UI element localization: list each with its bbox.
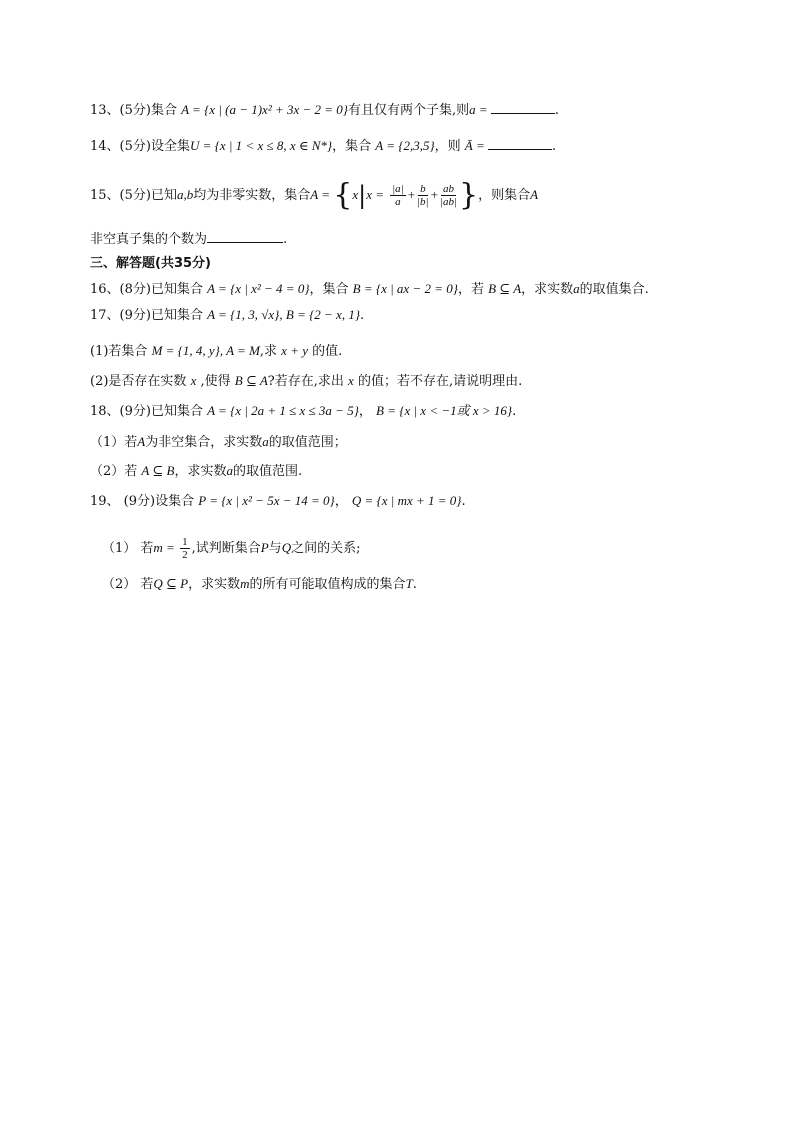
- q16-set-b: B = {x | ax − 2 = 0}: [352, 281, 458, 296]
- q17-p1-set-m: M = {1, 4, y}, A = M: [151, 343, 260, 358]
- q19-p2-end: .: [412, 577, 417, 592]
- q18-p2-text: ，求实数: [174, 464, 227, 479]
- q19-p1-prefix: （1） 若: [102, 541, 154, 556]
- q15-frac1-den: a: [395, 196, 401, 208]
- q15-prefix: 15、(5分)已知: [90, 188, 177, 203]
- q13-answer-label: a =: [469, 102, 491, 117]
- q13-set: A = {x | (a − 1)x² + 3x − 2 = 0}: [181, 102, 348, 117]
- q15-frac-2: [417, 183, 429, 208]
- question-18-part-2: [90, 462, 302, 481]
- q17-p1-expr: x + y: [281, 343, 308, 358]
- q19-p2-prefix: （2） 若: [102, 577, 154, 592]
- q16-mid: ，集合: [309, 282, 353, 297]
- q19-mid: ，: [334, 494, 352, 509]
- q18-end: .: [512, 404, 517, 419]
- q15-text2: ，则集合: [478, 188, 531, 203]
- q19-p1-set-p: P: [260, 540, 269, 555]
- q15-plus-1: +: [407, 187, 416, 202]
- q18-p1-a: a: [262, 434, 269, 449]
- q19-end: .: [461, 494, 466, 509]
- q18-p1-a-set: A: [137, 434, 146, 449]
- q15-bar: |: [358, 181, 367, 210]
- q17-p2-cond: B ⊆ A: [234, 373, 268, 388]
- question-17: [90, 306, 364, 325]
- q17-p2-mid: ,使得: [196, 374, 235, 389]
- question-18: [90, 402, 516, 421]
- q17-p2-mid2: ?若存在,求出: [267, 374, 349, 389]
- q14-set-a: A = {2,3,5}: [375, 138, 435, 153]
- q15-set-label: A =: [310, 187, 334, 202]
- q13-answer-blank[interactable]: [491, 101, 555, 114]
- q15-frac3-num: ab: [442, 183, 454, 195]
- q18-set-a: A = {x | 2a + 1 ≤ x ≤ 3a − 5}: [207, 403, 359, 418]
- q17-p1-mid: ,求: [259, 344, 282, 359]
- q19-p1-num: 1: [182, 536, 188, 548]
- q17-p2-tail: 的值；若不存在,请说明理由.: [353, 374, 523, 389]
- q15-frac2-num: b: [420, 183, 426, 195]
- question-15-line2: [90, 230, 287, 249]
- q17-end: .: [360, 308, 365, 323]
- q18-p2-cond: A ⊆ B: [141, 463, 175, 478]
- q17-p2-prefix: (2)是否存在实数: [90, 374, 191, 389]
- q16-if: ，若: [457, 282, 489, 297]
- q19-p2-cond: Q ⊆ P: [153, 576, 189, 591]
- question-19-part-2: [102, 575, 417, 594]
- question-13: [90, 101, 559, 120]
- q15-text1: 均为非零实数，集合: [193, 188, 311, 203]
- q19-p1-m: m =: [153, 540, 179, 555]
- q18-p1-text: 为非空集合，求实数: [145, 435, 263, 450]
- q14-then: ，则: [434, 139, 465, 154]
- q19-p1-set-q: Q: [281, 540, 292, 555]
- q18-p2-a: a: [226, 463, 233, 478]
- q16-condition: B ⊆ A: [488, 281, 522, 296]
- q17-prefix: 17、(9分)已知集合: [90, 308, 208, 323]
- q13-text: 有且仅有两个子集,则: [348, 103, 470, 118]
- q17-sets: A = {1, 3, √x}, B = {2 − x, 1}: [207, 307, 361, 322]
- q16-a: a: [573, 281, 580, 296]
- q19-p2-m: m: [240, 576, 250, 591]
- q15-set-a2: A: [530, 187, 539, 202]
- q17-p2-x: x: [190, 373, 197, 388]
- q15-frac1-num: |a|: [392, 183, 404, 195]
- q14-answer-blank[interactable]: [488, 137, 552, 150]
- q15-frac-1: [390, 183, 406, 208]
- question-17-part-2: [90, 372, 522, 391]
- q19-set-p: P = {x | x² − 5x − 14 = 0}: [198, 493, 335, 508]
- q18-prefix: 18、(9分)已知集合: [90, 404, 208, 419]
- q15-line2-text: 非空真子集的个数为: [90, 232, 208, 247]
- q19-p2-text2: 的所有可能取值构成的集合: [249, 577, 406, 592]
- question-18-part-1: [90, 433, 347, 452]
- q18-mid: ，: [358, 404, 377, 419]
- q17-p1-prefix: (1)若集合: [90, 344, 152, 359]
- q16-set-a: A = {x | x² − 4 = 0}: [207, 281, 310, 296]
- question-17-part-1: [90, 342, 342, 361]
- q15-left-brace: {: [333, 177, 353, 213]
- question-14: [90, 137, 556, 156]
- q15-end: .: [283, 232, 288, 247]
- q18-p1-prefix: （1）若: [90, 435, 138, 450]
- q15-frac-3: [440, 183, 457, 208]
- question-15: [90, 178, 538, 213]
- q17-p2-x2: x: [348, 373, 354, 388]
- q14-mid: ，集合: [332, 139, 376, 154]
- q14-prefix: 14、(5分)设全集: [90, 139, 190, 154]
- question-19-part-1: [102, 533, 360, 564]
- question-19: [90, 492, 466, 511]
- q15-frac3-den: |ab|: [439, 196, 457, 208]
- q17-p1-tail: 的值.: [307, 344, 343, 359]
- q14-end: .: [552, 139, 557, 154]
- q18-p2-prefix: （2）若: [90, 464, 142, 479]
- q15-ab: a,b: [176, 187, 194, 202]
- q15-frac2-den: |b|: [417, 196, 429, 208]
- q18-set-b: B = {x | x < −1或 x > 16}: [376, 403, 513, 418]
- q16-tail: 的取值集合.: [579, 282, 649, 297]
- q19-p1-and: 与: [268, 541, 282, 556]
- q15-xeq: x =: [366, 187, 384, 202]
- q15-right-brace: }: [459, 177, 479, 213]
- q15-x: x: [352, 187, 359, 202]
- q13-end: .: [554, 103, 560, 118]
- q18-p1-tail: 的取值范围；: [268, 435, 347, 450]
- q18-p2-tail: 的取值范围.: [232, 464, 303, 479]
- q14-answer-label: Ā =: [464, 138, 489, 153]
- q15-plus-2: +: [430, 187, 438, 202]
- q19-set-q: Q = {x | mx + 1 = 0}: [351, 493, 462, 508]
- q19-p1-text: ,试判断集合: [191, 541, 261, 556]
- q14-universal-set: U = {x | 1 < x ≤ 8, x ∈ N*}: [189, 138, 333, 153]
- q15-answer-blank[interactable]: [207, 230, 283, 243]
- section-heading: 三、解答题(共35分): [90, 256, 211, 271]
- q13-prefix: 13、(5分)集合: [90, 103, 182, 118]
- q19-p2-set-t: T: [405, 576, 413, 591]
- q19-p2-text: ，求实数: [188, 577, 241, 592]
- question-16: [90, 280, 649, 299]
- q19-p1-fraction: [180, 536, 190, 561]
- q19-p1-den: 2: [182, 549, 188, 561]
- q19-prefix: 19、 (9分)设集合: [90, 494, 199, 509]
- q19-p1-tail: 之间的关系;: [291, 541, 361, 556]
- q16-ask: ，求实数: [521, 282, 574, 297]
- q16-prefix: 16、(8分)已知集合: [90, 282, 208, 297]
